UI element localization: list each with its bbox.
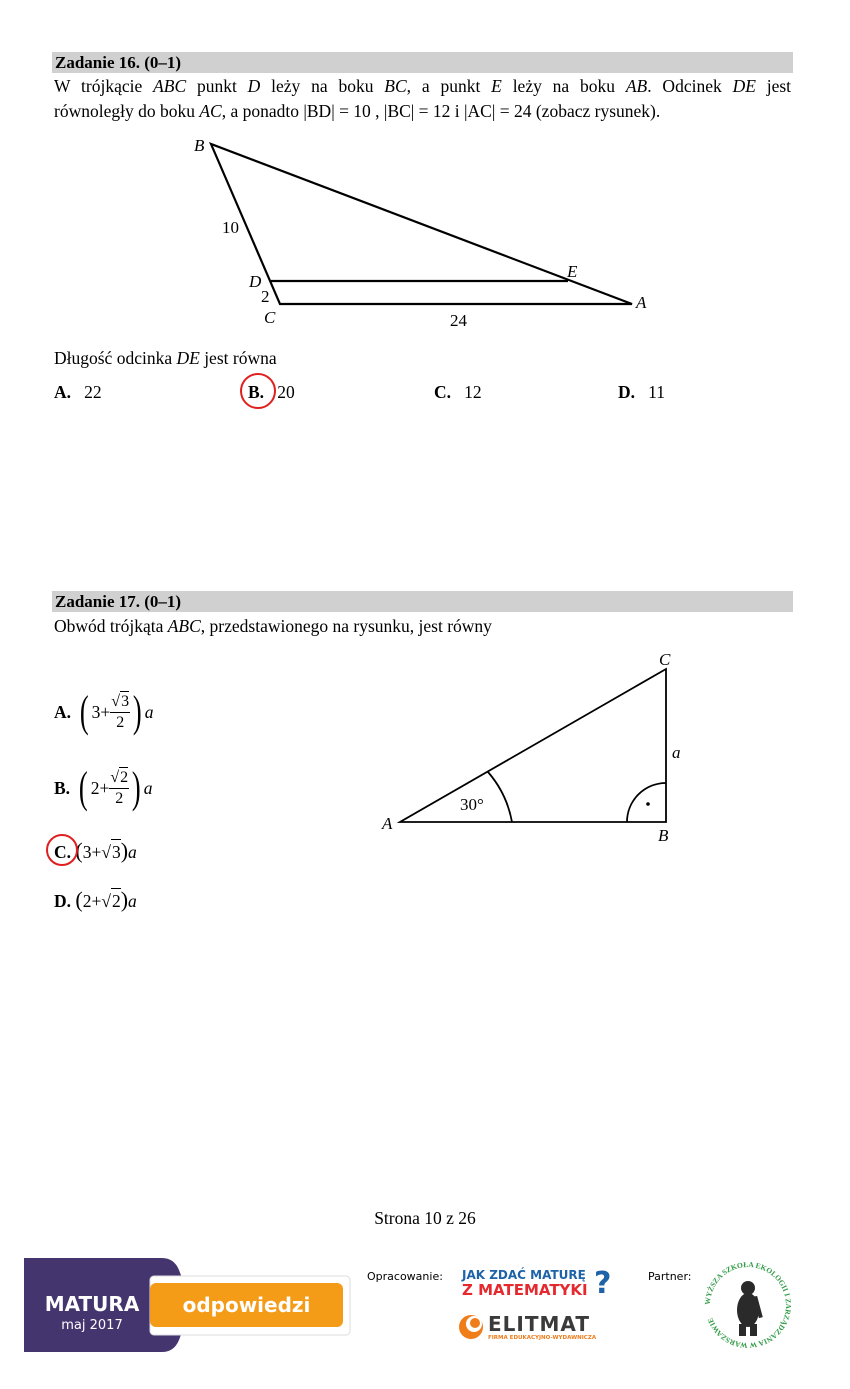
matura-badge: [24, 1258, 354, 1352]
partner-label: Partner:: [648, 1270, 692, 1283]
label-a17: A: [382, 814, 393, 833]
page-number: Strona 10 z 26: [374, 1208, 476, 1228]
task16-header: Zadanie 16. (0–1): [52, 52, 793, 73]
prepared-by-label: Opracowanie:: [367, 1270, 443, 1283]
length-dc: 2: [261, 287, 270, 306]
partner-seal-logo: [700, 1258, 796, 1352]
length-ca: 24: [450, 311, 467, 330]
right-angle-dot: [646, 802, 650, 806]
right-triangle-abc: [400, 669, 666, 822]
label-side-a: a: [672, 743, 681, 762]
bear-icon: [737, 1281, 763, 1336]
elitmat-flame-icon: [456, 1312, 486, 1342]
task16-option-c[interactable]: C. 12: [434, 382, 482, 402]
angle-arc-30: [488, 772, 512, 822]
task16-statement-line1: W trójkącie ABC punkt D leży na boku BC, a punkt E leży na boku AB. Odcinek DE jest: [54, 76, 792, 96]
task16-option-b[interactable]: B. 20: [248, 382, 295, 402]
question-mark-icon: ?: [594, 1266, 612, 1301]
length-bd: 10: [222, 218, 239, 237]
svg-text:WYŻSZA SZKOŁA EKOLOGII I ZARZĄ: WYŻSZA SZKOŁA EKOLOGII I ZARZĄDZANIA W WARSZAWIE: [702, 1259, 794, 1351]
label-b: B: [194, 136, 205, 155]
label-a: A: [636, 293, 647, 312]
answer-mark-circle-b: [240, 373, 276, 409]
task17-option-b[interactable]: B. ( 2+ $\frac{√2}{2}$ ) a: [54, 763, 153, 812]
label-c17: C: [659, 650, 671, 669]
task17-option-a[interactable]: A. ( 3+ $\frac{√3}{2}$ ) a: [54, 687, 154, 736]
task17-option-d[interactable]: D. (2+√2)a: [54, 887, 137, 912]
task17-question: Obwód trójkąta ABC, przedstawionego na rysunku, jest równy: [54, 616, 492, 636]
badge-date: maj 2017: [61, 1318, 123, 1333]
jak-zdac-logo: JAK ZDAĆ MATURĘ Z MATEMATYKI ?: [462, 1266, 612, 1301]
label-b17: B: [658, 826, 669, 845]
badge-title: MATURA: [44, 1292, 140, 1316]
task16-triangle-figure: [180, 130, 680, 340]
label-d: D: [249, 272, 262, 291]
elitmat-logo: ELITMAT FIRMA EDUKACYJNO-WYDAWNICZA: [456, 1312, 616, 1342]
task17-option-c[interactable]: C. (3+√3)a: [54, 838, 137, 863]
label-c: C: [264, 308, 276, 327]
answer-mark-circle-c: [46, 834, 78, 866]
task16-question: Długość odcinka DE jest równa: [54, 348, 277, 368]
task16-statement-line2: równoległy do boku AC, a ponadto |BD| = 10 , |BC| = 12 i |AC| = 24 (zobacz rysunek).: [54, 101, 661, 121]
task16-option-a[interactable]: A. 22: [54, 382, 102, 402]
task16-option-d[interactable]: D. 11: [618, 382, 665, 402]
angle-label-30: 30°: [460, 795, 484, 814]
task17-triangle-figure: [375, 645, 705, 850]
answers-button[interactable]: odpowiedzi: [182, 1293, 311, 1317]
task16-given-lengths: |BD| = 10 , |BC| = 12 i |AC| = 24: [303, 101, 532, 121]
task17-header: Zadanie 17. (0–1): [52, 591, 793, 612]
label-e: E: [567, 262, 578, 281]
right-angle-arc: [627, 783, 666, 822]
